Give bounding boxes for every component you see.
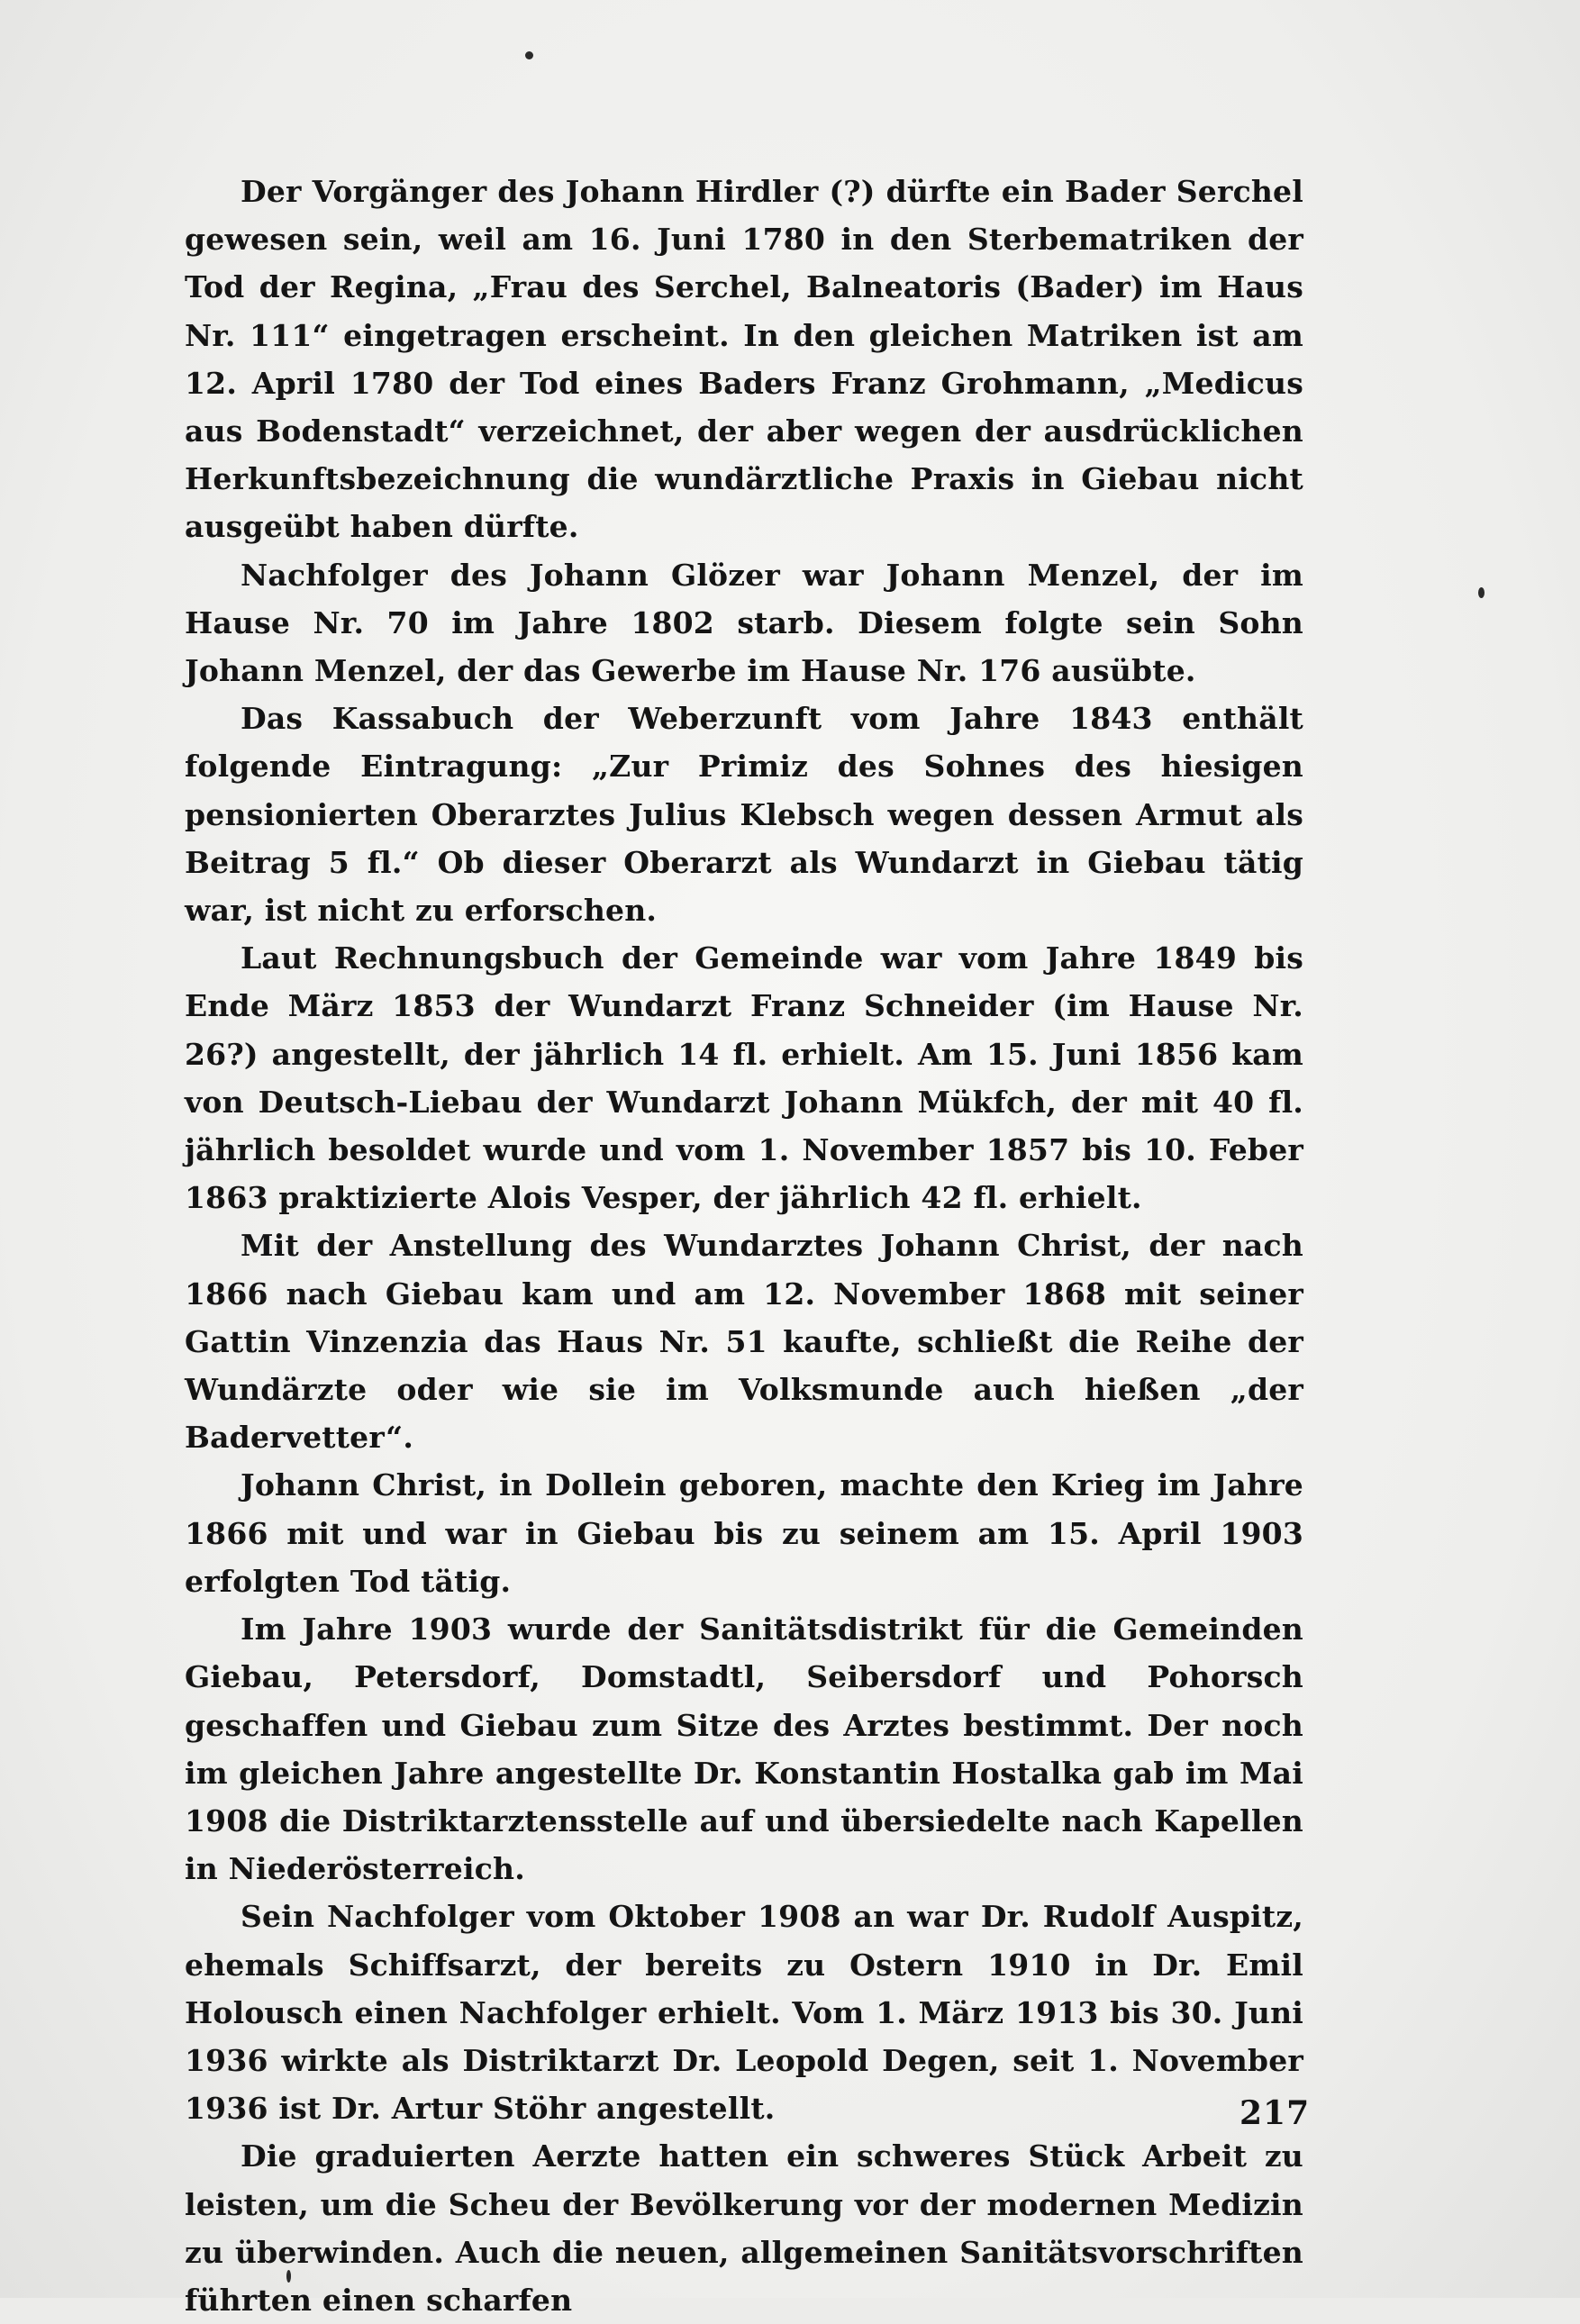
scan-speck xyxy=(1478,587,1485,598)
paragraph: Nachfolger des Johann Glözer war Johann Menzel, der im Hause Nr. 70 im Jahre 1802 starb. Diesem folgte sein Sohn Johann Menzel, der das Gewerbe im Hause Nr. 176 ausübte. xyxy=(185,557,1303,689)
paragraph: Mit der Anstellung des Wundarztes Johann Christ, der nach 1866 nach Giebau kam und am 12. November 1868 mit seiner Gattin Vinzenzia das Haus Nr. 51 kaufte, schließt die Reihe der Wundärzte oder wie sie im Volksmunde auch hießen „der Badervetter“. xyxy=(185,1228,1303,1456)
paragraph: Im Jahre 1903 wurde der Sanitätsdistrikt für die Gemeinden Giebau, Petersdorf, Domstadtl, Seibersdorf und Pohorsch geschaffen und Giebau zum Sitze des Arztes bestimmt. Der noch im gleichen Jahre angestellte Dr. Konstantin Hostalka gab im Mai 1908 die Distriktarztensstelle auf und übersiedelte nach Kapellen in Niederösterreich. xyxy=(185,1611,1303,1887)
scan-speck xyxy=(525,51,533,59)
paragraph: Das Kassabuch der Weberzunft vom Jahre 1843 enthält folgende Eintragung: „Zur Primiz des Sohnes des hiesigen pensionierten Oberarztes Julius Klebsch wegen dessen Armut als Beitrag 5 fl.“ Ob dieser Oberarzt als Wundarzt in Giebau tätig war, ist nicht zu erforschen. xyxy=(185,701,1303,929)
scan-speck xyxy=(286,2270,291,2283)
paragraph: Sein Nachfolger vom Oktober 1908 an war Dr. Rudolf Auspitz, ehemals Schiffsarzt, der bereits zu Ostern 1910 in Dr. Emil Holousch einen Nachfolger erhielt. Vom 1. März 1913 bis 30. Juni 1936 wirkte als Distriktarzt Dr. Leopold Degen, seit 1. November 1936 ist Dr. Artur Stöhr angestellt. xyxy=(185,1899,1303,2127)
body-text xyxy=(185,168,1303,2324)
paragraph: Die graduierten Aerzte hatten ein schweres Stück Arbeit zu leisten, um die Scheu der Bevölkerung vor der modernen Medizin zu überwinden. Auch die neuen, allgemeinen Sanitätsvorschriften führten einen scharfen xyxy=(185,2138,1303,2318)
paragraph: Johann Christ, in Dollein geboren, machte den Krieg im Jahre 1866 mit und war in Giebau bis zu seinem am 15. April 1903 erfolgten Tod tätig. xyxy=(185,1467,1303,1599)
paragraph: Laut Rechnungsbuch der Gemeinde war vom Jahre 1849 bis Ende März 1853 der Wundarzt Franz Schneider (im Hause Nr. 26?) angestellt, der jährlich 14 fl. erhielt. Am 15. Juni 1856 kam von Deutsch-Liebau der Wundarzt Johann Mükfch, der mit 40 fl. jährlich besoldet wurde und vom 1. November 1857 bis 10. Feber 1863 praktizierte Alois Vesper, der jährlich 42 fl. erhielt. xyxy=(185,940,1303,1216)
paragraph: Der Vorgänger des Johann Hirdler (?) dürfte ein Bader Serchel gewesen sein, weil am 16. Juni 1780 in den Sterbematriken der Tod der Regina, „Frau des Serchel, Balneatoris (Bader) im Haus Nr. 111“ eingetragen erscheint. In den gleichen Matriken ist am 12. April 1780 der Tod eines Baders Franz Grohmann, „Medicus aus Bodenstadt“ verzeichnet, der aber wegen der ausdrücklichen Herkunftsbezeichnung die wundärztliche Praxis in Giebau nicht ausgeübt haben dürfte. xyxy=(185,174,1303,545)
page-number: 217 xyxy=(1239,2094,1311,2132)
